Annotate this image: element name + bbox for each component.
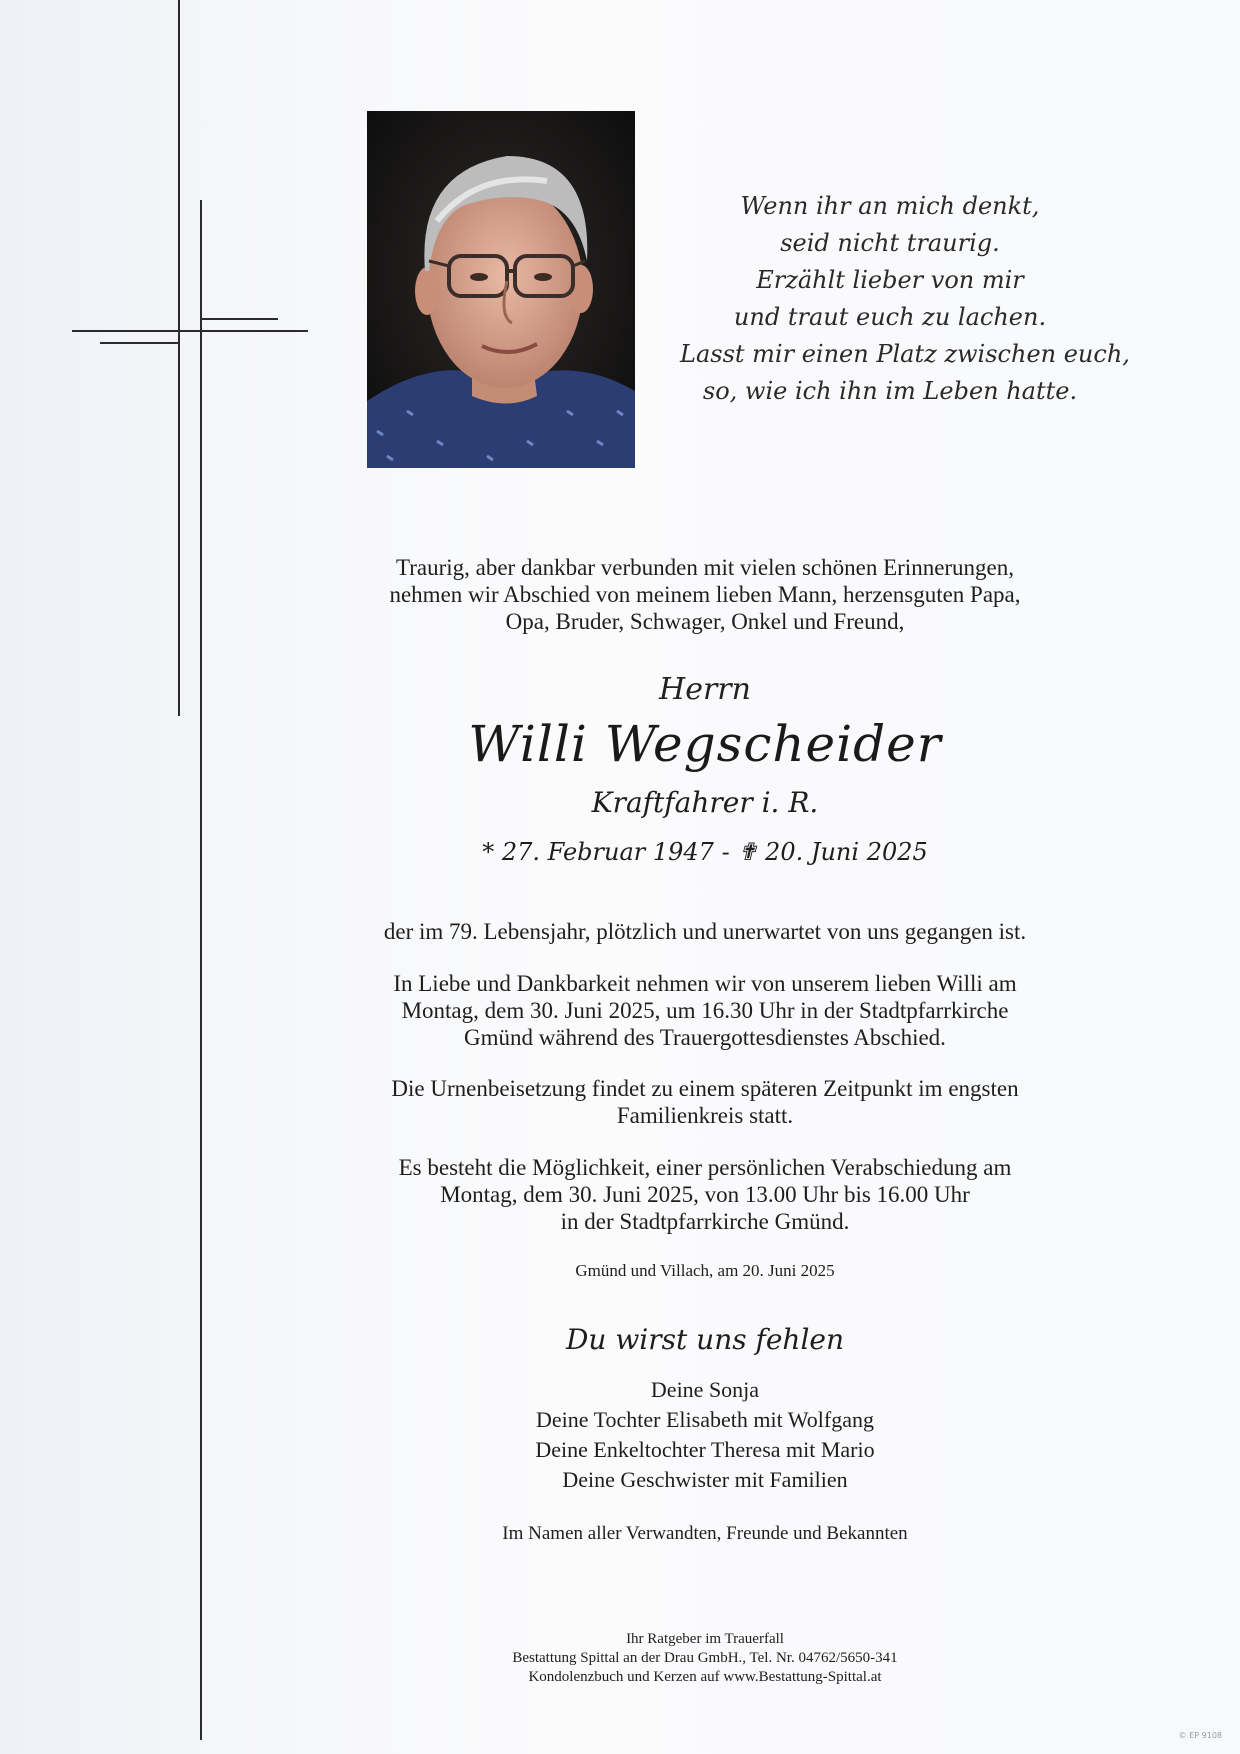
deceased-name: Willi Wegscheider	[468, 715, 942, 773]
poem-line: seid nicht traurig.	[780, 229, 1000, 257]
footer-line: Kondolenzbuch und Kerzen auf www.Bestattung-Spittal.at	[528, 1669, 882, 1685]
farewell-line: Montag, dem 30. Juni 2025, um 16.30 Uhr in der Stadtpfarrkirche	[401, 998, 1009, 1023]
place-date: Gmünd und Villach, am 20. Juni 2025	[575, 1261, 835, 1280]
viewing-paragraph	[352, 1154, 1058, 1235]
footer-line: Bestattung Spittal an der Drau GmbH., Tel. Nr. 04762/5650-341	[512, 1650, 898, 1666]
intro-line: Traurig, aber dankbar verbunden mit vielen schönen Erinnerungen,	[395, 555, 1015, 580]
viewing-line: Montag, dem 30. Juni 2025, von 13.00 Uhr bis 16.00 Uhr	[440, 1182, 970, 1207]
template-code: © EP 9108	[1178, 1731, 1222, 1740]
intro-line: Opa, Bruder, Schwager, Onkel und Freund,	[505, 609, 905, 634]
urn-line: Familienkreis statt.	[616, 1103, 794, 1128]
farewell-line: In Liebe und Dankbarkeit nehmen wir von unserem lieben Willi am	[393, 971, 1017, 996]
urn-paragraph	[352, 1075, 1058, 1129]
relatives-line: Im Namen aller Verwandten, Freunde und Bekannten	[502, 1523, 908, 1544]
mourners-list	[352, 1375, 1058, 1495]
salutation: Herrn	[659, 672, 751, 707]
footer-line: Ihr Ratgeber im Trauerfall	[626, 1631, 784, 1647]
footer	[352, 1630, 1058, 1687]
life-dates: * 27. Februar 1947 - ✟ 20. Juni 2025	[482, 838, 928, 866]
viewing-line: Es besteht die Möglichkeit, einer persönlichen Verabschiedung am	[398, 1155, 1012, 1180]
missed-heading: Du wirst uns fehlen	[565, 1323, 845, 1356]
portrait-photo	[367, 111, 635, 468]
viewing-line: in der Stadtpfarrkirche Gmünd.	[560, 1209, 850, 1234]
poem-line: Erzählt lieber von mir	[756, 266, 1024, 294]
poem-line: Wenn ihr an mich denkt,	[740, 192, 1040, 220]
occupation: Kraftfahrer i. R.	[591, 786, 819, 819]
mourner: Deine Sonja	[650, 1377, 760, 1402]
poem-line: Lasst mir einen Platz zwischen euch,	[680, 340, 1130, 368]
mourner: Deine Enkeltochter Theresa mit Mario	[535, 1437, 875, 1462]
intro-line: nehmen wir Abschied von meinem lieben Mann, herzensguten Papa,	[389, 582, 1021, 607]
mourner: Deine Tochter Elisabeth mit Wolfgang	[535, 1407, 874, 1432]
poem-line: so, wie ich ihn im Leben hatte.	[702, 377, 1078, 405]
age-line: der im 79. Lebensjahr, plötzlich und unerwartet von uns gegangen ist.	[383, 919, 1027, 944]
farewell-line: Gmünd während des Trauergottesdienstes Abschied.	[464, 1025, 946, 1050]
farewell-paragraph	[352, 970, 1058, 1051]
poem	[680, 188, 1130, 410]
poem-line: und traut euch zu lachen.	[733, 303, 1047, 331]
urn-line: Die Urnenbeisetzung findet zu einem späteren Zeitpunkt im engsten	[391, 1076, 1019, 1101]
mourner: Deine Geschwister mit Familien	[562, 1467, 848, 1492]
intro-text	[352, 554, 1058, 635]
